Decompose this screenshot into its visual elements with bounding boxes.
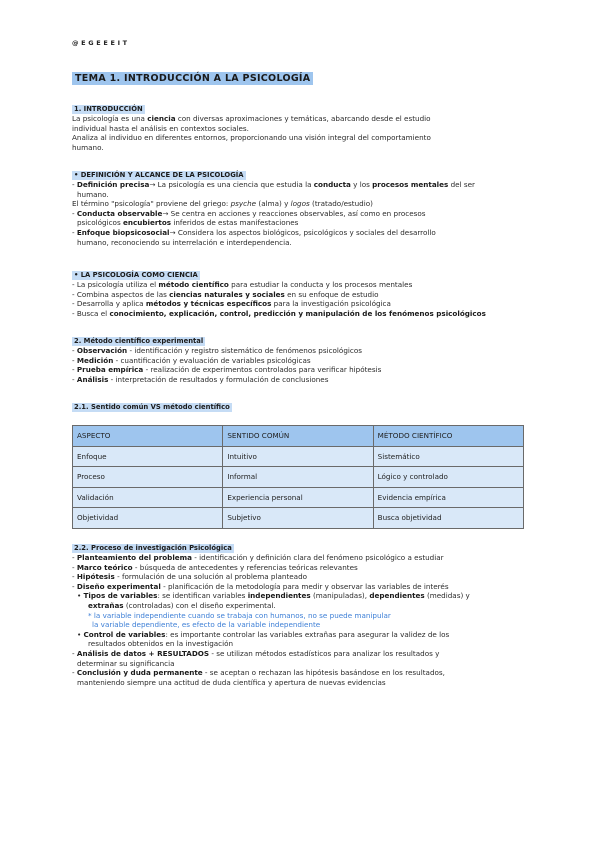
section-proceso xyxy=(72,543,532,687)
section-sentido-comun xyxy=(72,402,532,412)
section-metodo xyxy=(72,336,532,384)
table-header-cell: ASPECTO xyxy=(73,426,223,447)
table-cell: Subjetivo xyxy=(223,508,373,529)
section-introduccion xyxy=(72,104,532,152)
list-item: - Planteamiento del problema - identificación y definición clara del fenómeno psicológico a estudiar xyxy=(72,553,444,562)
table-cell: Informal xyxy=(223,467,373,488)
table-cell: Busca objetividad xyxy=(373,508,523,529)
list-item: - Diseño experimental - planificación de la metodología para medir y observar las variables de interés xyxy=(72,581,449,591)
section-heading: 2. Método científico experimental xyxy=(74,337,204,345)
list-item: - Observación - identificación y registro sistemático de fenómenos psicológicos xyxy=(72,346,362,355)
list-item: - Definición precisa→ La psicología es una ciencia que estudia la conducta y los procesos mentales del ser xyxy=(72,180,475,189)
comparison-table xyxy=(72,425,524,529)
list-item: - Conclusión y duda permanente - se aceptan o rechazan las hipótesis basándose en los resultados, xyxy=(72,668,445,678)
list-item: - La psicología utiliza el método científico para estudiar la conducta y los procesos mentales xyxy=(72,280,413,289)
list-item-cont: humano. xyxy=(77,189,109,199)
table-cell: Intuitivo xyxy=(223,446,373,467)
watermark: @ E G E E E I T xyxy=(72,39,128,47)
paragraph-line: humano. xyxy=(72,142,104,152)
table-cell: Proceso xyxy=(73,467,223,488)
section-heading: 1. INTRODUCCIÓN xyxy=(74,105,143,113)
sub-list-item: • Control de variables: es importante controlar las variables extrañas para asegurar la validez de los xyxy=(77,629,450,639)
page-title: TEMA 1. INTRODUCCIÓN A LA PSICOLOGÍA xyxy=(72,72,313,85)
list-item: - Marco teórico - búsqueda de antecedentes y referencias teóricas relevantes xyxy=(72,562,358,572)
list-item: - Medición - cuantificación y evaluación de variables psicológicas xyxy=(72,355,311,365)
table-header-cell: SENTIDO COMÚN xyxy=(223,426,373,447)
section-heading: 2.2. Proceso de investigación Psicológica xyxy=(74,544,232,552)
table-cell: Sistemático xyxy=(373,446,523,467)
table-row xyxy=(73,487,524,508)
section-heading: 2.1. Sentido común VS método científico xyxy=(74,403,230,411)
list-item-cont: determinar su significancia xyxy=(77,658,175,668)
list-item-cont: psicológicos encubiertos inferidos de estas manifestaciones xyxy=(77,218,299,228)
list-item: - Combina aspectos de las ciencias naturales y sociales en su enfoque de estudio xyxy=(72,289,379,299)
paragraph-line: La psicología es una ciencia con diversas aproximaciones y temáticas, abarcando desde el estudio xyxy=(72,114,431,123)
table-cell: Evidencia empírica xyxy=(373,487,523,508)
paragraph-line: individual hasta el análisis en contextos sociales. xyxy=(72,123,249,133)
list-item: - Análisis - interpretación de resultados y formulación de conclusiones xyxy=(72,374,329,384)
sub-list-item-cont: resultados obtenidos en la investigación xyxy=(88,639,234,649)
note-line: * la variable independiente cuando se trabaja con humanos, no se puede manipular xyxy=(88,610,391,620)
table-cell: Experiencia personal xyxy=(223,487,373,508)
section-definicion xyxy=(72,170,532,247)
list-item: - Busca el conocimiento, explicación, control, predicción y manipulación de los fenómenos psicológicos xyxy=(72,308,486,318)
note-line: la variable dependiente, es efecto de la variable independiente xyxy=(92,620,321,630)
list-item: - Hipótesis - formulación de una solución al problema planteado xyxy=(72,572,308,582)
list-item-cont: humano, reconociendo su interrelación e interdependencia. xyxy=(77,237,292,247)
paragraph-line: El término "psicología" proviene del griego: psyche (alma) y logos (tratado/estudio) xyxy=(72,199,373,209)
section-heading: • LA PSICOLOGÍA COMO CIENCIA xyxy=(74,271,198,279)
table-cell: Enfoque xyxy=(73,446,223,467)
list-item: - Prueba empírica - realización de experimentos controlados para verificar hipótesis xyxy=(72,365,382,375)
paragraph-line: Analiza al individuo en diferentes entornos, proporcionando una visión integral del comportamiento xyxy=(72,133,431,143)
list-item: - Análisis de datos + RESULTADOS - se utilizan métodos estadísticos para analizar los resultados y xyxy=(72,648,440,658)
table-row xyxy=(73,508,524,529)
list-item-cont: manteniendo siempre una actitud de duda científica y apertura de nuevas evidencias xyxy=(77,677,386,687)
table-header-cell: MÉTODO CIENTÍFICO xyxy=(373,426,523,447)
table-cell: Validación xyxy=(73,487,223,508)
list-item: - Desarrolla y aplica métodos y técnicas específicos para la investigación psicológica xyxy=(72,299,391,309)
section-heading: • DEFINICIÓN Y ALCANCE DE LA PSICOLOGÍA xyxy=(74,171,244,179)
list-item: - Enfoque biopsicosocial→ Considera los aspectos biológicos, psicológicos y sociales del desarrollo xyxy=(72,227,436,237)
table-cell: Lógico y controlado xyxy=(373,467,523,488)
table-header-row xyxy=(73,426,524,447)
table-cell: Objetividad xyxy=(73,508,223,529)
section-ciencia xyxy=(72,270,532,318)
table-row xyxy=(73,467,524,488)
table-row xyxy=(73,446,524,467)
sub-list-item: • Tipos de variables: se identifican variables independientes (manipuladas), dependientes (medidas) y xyxy=(77,591,470,601)
sub-list-item-cont: extrañas (controladas) con el diseño experimental. xyxy=(88,600,276,610)
list-item: - Conducta observable→ Se centra en acciones y reacciones observables, así como en procesos xyxy=(72,208,426,218)
